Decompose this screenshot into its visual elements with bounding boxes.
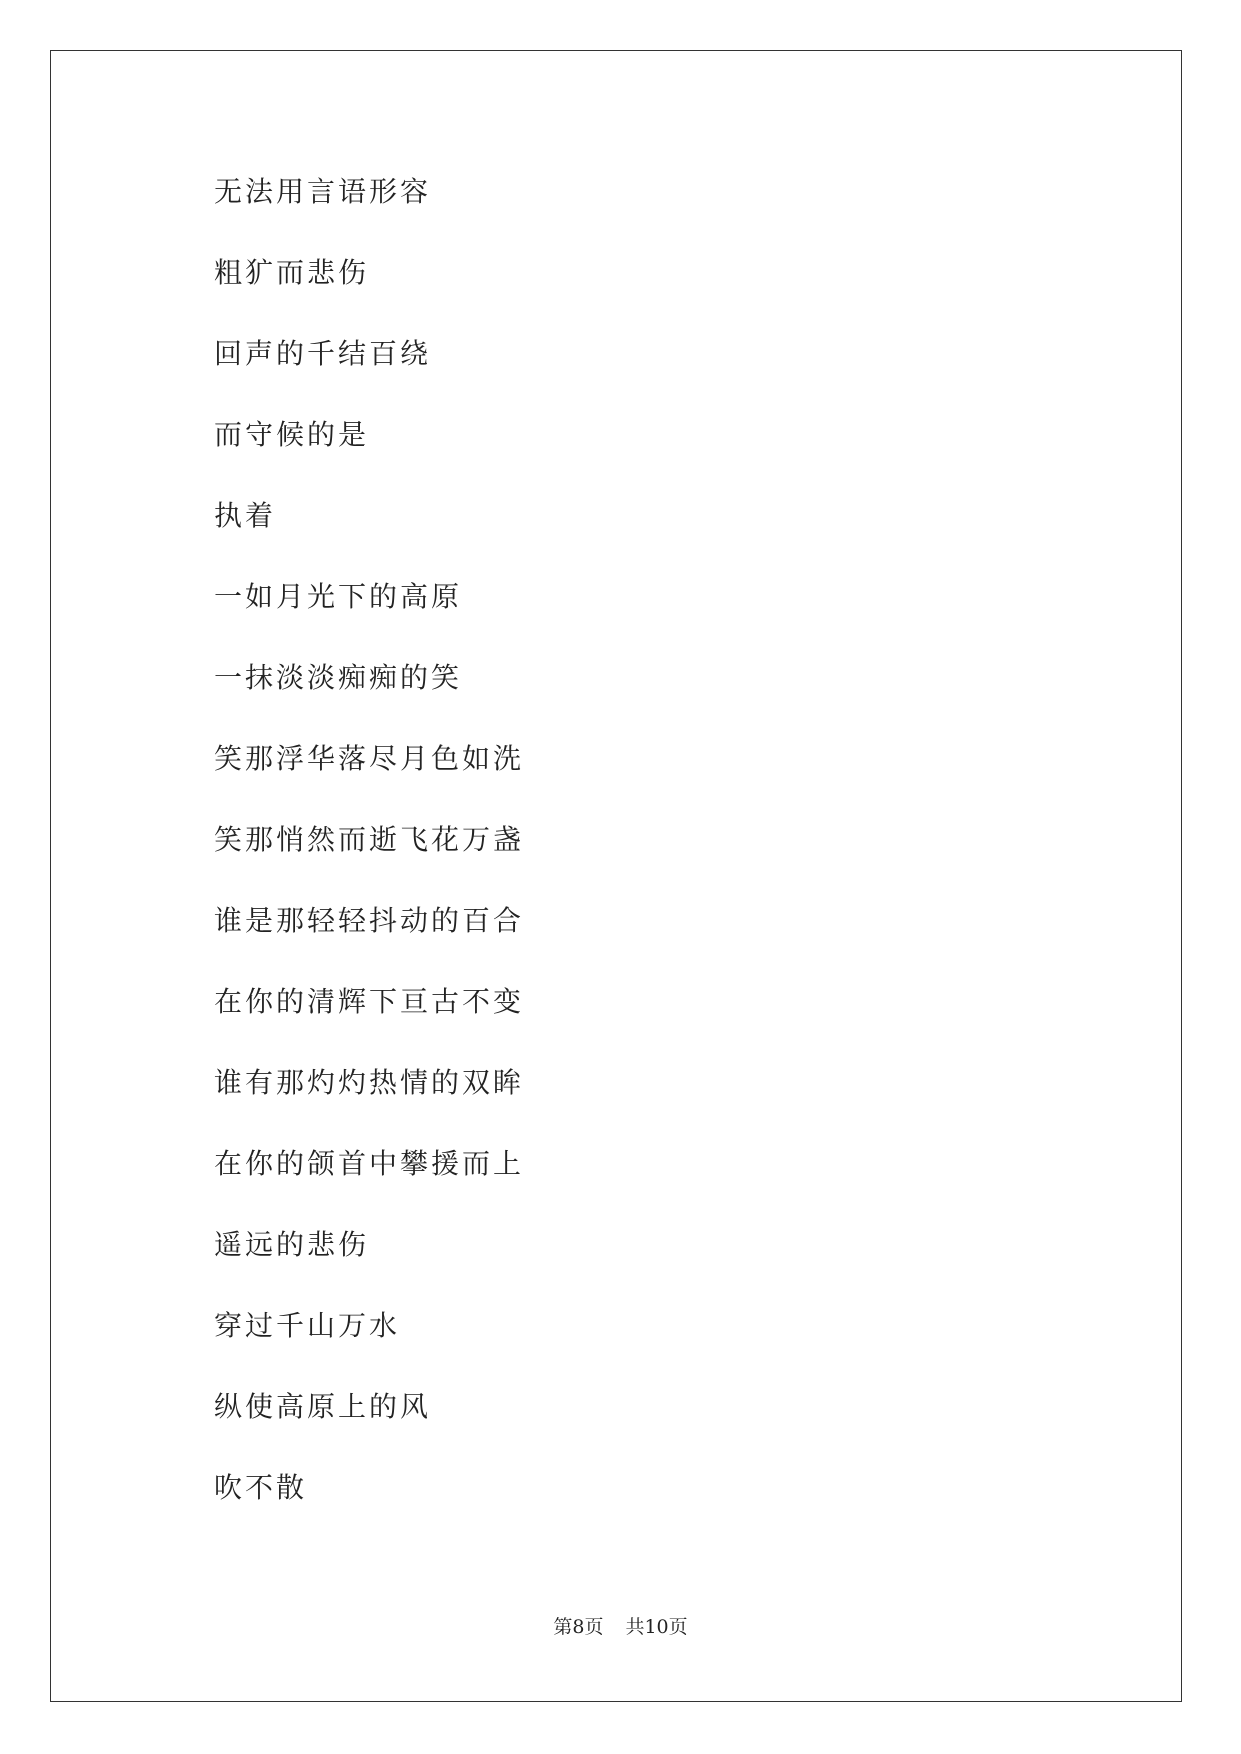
poem-line: 一如月光下的高原 xyxy=(214,580,463,613)
poem-line: 吹不散 xyxy=(214,1471,308,1504)
poem-line: 在你的颌首中攀援而上 xyxy=(214,1147,525,1180)
poem-body xyxy=(214,166,524,1543)
poem-line: 谁有那灼灼热情的双眸 xyxy=(214,1066,525,1099)
page-total: 共10页 xyxy=(625,1616,688,1638)
poem-line: 执着 xyxy=(214,499,277,532)
page-number: 第8页 xyxy=(553,1616,604,1638)
poem-line: 无法用言语形容 xyxy=(214,175,432,208)
poem-line: 在你的清辉下亘古不变 xyxy=(214,985,525,1018)
poem-line: 谁是那轻轻抖动的百合 xyxy=(214,904,525,937)
poem-line: 穿过千山万水 xyxy=(214,1309,401,1342)
poem-line: 笑那悄然而逝飞花万盏 xyxy=(214,823,525,856)
poem-line: 而守候的是 xyxy=(214,418,370,451)
poem-line: 笑那浮华落尽月色如洗 xyxy=(214,742,525,775)
page-footer xyxy=(0,1612,1241,1639)
poem-line: 遥远的悲伤 xyxy=(214,1228,370,1261)
poem-line: 回声的千结百绕 xyxy=(214,337,432,370)
poem-line: 一抹淡淡痴痴的笑 xyxy=(214,661,463,694)
poem-line: 纵使高原上的风 xyxy=(214,1390,432,1423)
poem-line: 粗犷而悲伤 xyxy=(214,256,370,289)
